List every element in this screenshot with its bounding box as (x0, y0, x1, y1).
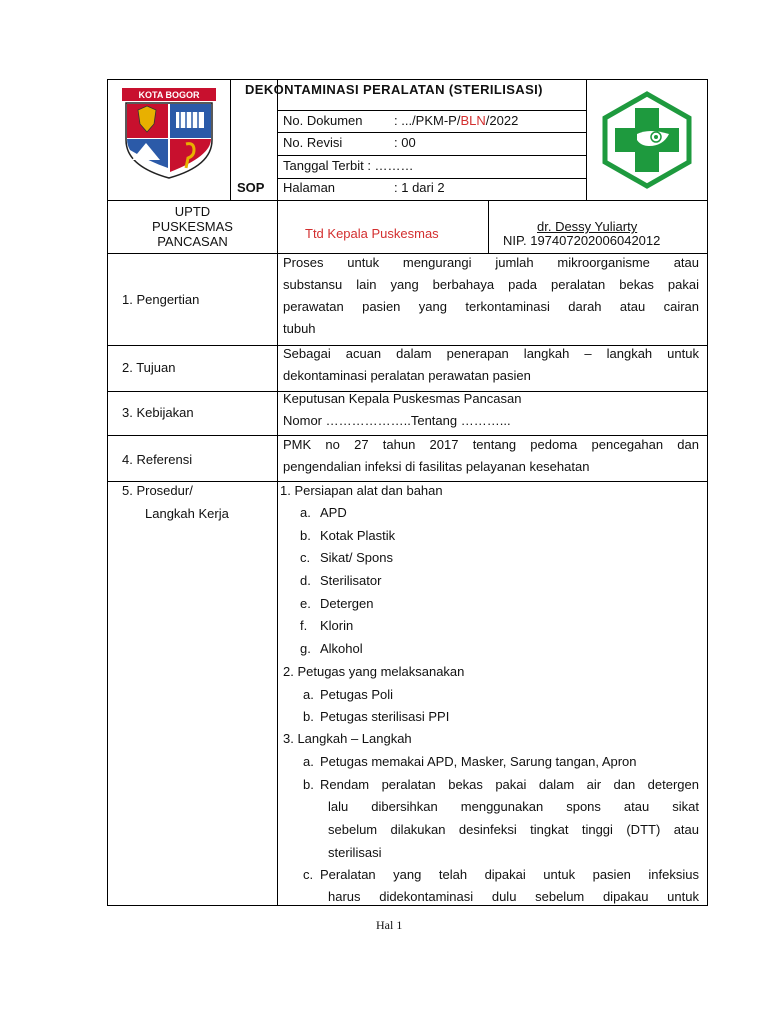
tool-item-marker: e. (300, 596, 311, 611)
tool-item-marker: g. (300, 641, 311, 656)
pengertian-line-3: perawatan pasien yang terkontaminasi darah atau cairan (283, 299, 699, 314)
tool-item-marker: f. (300, 618, 308, 633)
puskesmas-logo (597, 90, 697, 190)
kebijakan-line-2: Nomor ………………..Tentang ………... (283, 413, 511, 428)
pengertian-line-2: substansu lain yang berbahaya pada peralatan bekas pakai (283, 277, 699, 292)
staff-item: Petugas sterilisasi PPI (320, 709, 450, 724)
staff-item: Petugas Poli (320, 687, 393, 702)
prosedur-heading-1: 1. Persiapan alat dan bahan (280, 483, 443, 498)
step-b-line-3: sebelum dilakukan desinfeksi tingkat tinggi (DTT) atau (328, 822, 699, 837)
step-b-line-4: sterilisasi (328, 845, 382, 860)
doc-number-value: : .../PKM-P/BLN/2022 (394, 113, 519, 128)
referensi-line-2: pengendalian infeksi di fasilitas pelayanan kesehatan (283, 459, 590, 474)
tool-item: Kotak Plastik (320, 528, 396, 543)
tujuan-line-2: dekontaminasi peralatan perawatan pasien (283, 368, 531, 383)
tool-item: Sterilisator (320, 573, 382, 588)
pengertian-line-1: Proses untuk mengurangi jumlah mikroorganisme atau (283, 255, 699, 270)
page-footer: Hal 1 (376, 918, 403, 932)
prosedur-heading-2: 2. Petugas yang melaksanakan (283, 664, 465, 679)
kota-bogor-logo (120, 88, 218, 180)
tool-item-marker: b. (300, 528, 311, 543)
kebijakan-line-1: Keputusan Kepala Puskesmas Pancasan (283, 391, 522, 406)
sign-nip: NIP. 197407202006042012 (503, 233, 661, 248)
revision-label: No. Revisi (283, 135, 343, 150)
sop-label: SOP (237, 180, 265, 195)
tool-item: Alkohol (320, 641, 363, 656)
step-c-line-2: harus didekontaminasi dulu sebelum dipakau untuk (328, 889, 699, 904)
staff-item-marker: b. (303, 709, 314, 724)
unit-line-3: PANCASAN (157, 234, 228, 249)
tool-item-marker: c. (300, 550, 311, 565)
sign-name: dr. Dessy Yuliarty (537, 219, 638, 234)
tool-item: APD (320, 505, 347, 520)
pengertian-label: 1. Pengertian (122, 292, 200, 307)
doc-number-label: No. Dokumen (283, 113, 363, 128)
tool-item: Sikat/ Spons (320, 550, 393, 565)
logo-city-text: KOTA BOGOR (138, 90, 200, 100)
referensi-line-1: PMK no 27 tahun 2017 tentang pedoma pencegahan dan (283, 437, 699, 452)
prosedur-heading-3: 3. Langkah – Langkah (283, 731, 412, 746)
unit-line-2: PUSKESMAS (152, 219, 233, 234)
kebijakan-label: 3. Kebijakan (122, 405, 194, 420)
step-b-line-1: Rendam peralatan bekas pakai dalam air dan detergen (320, 777, 699, 792)
column-divider (277, 253, 278, 906)
tujuan-line-1: Sebagai acuan dalam penerapan langkah – langkah untuk (283, 346, 699, 361)
step-b-line-2: lalu dibersihkan menggunakan spons atau sikat (328, 799, 699, 814)
tool-item: Detergen (320, 596, 374, 611)
doc-number-month: BLN (460, 113, 486, 128)
revision-value: : 00 (394, 135, 416, 150)
step-c-marker: c. (303, 867, 314, 882)
referensi-label: 4. Referensi (122, 452, 193, 467)
step-a-text: Petugas memakai APD, Masker, Sarung tangan, Apron (320, 754, 637, 769)
document-title: DEKONTAMINASI PERALATAN (STERILISASI) (245, 82, 543, 97)
tujuan-label: 2. Tujuan (122, 360, 176, 375)
step-a-marker: a. (303, 754, 314, 769)
staff-item-marker: a. (303, 687, 314, 702)
sign-label: Ttd Kepala Puskesmas (305, 226, 439, 241)
pengertian-line-4: tubuh (283, 321, 316, 336)
tool-item-marker: d. (300, 573, 311, 588)
unit-line-1: UPTD (174, 204, 211, 219)
page-label: Halaman (283, 180, 336, 195)
issue-date: Tanggal Terbit : ……… (283, 158, 414, 173)
page-value: : 1 dari 2 (394, 180, 445, 195)
tool-item-marker: a. (300, 505, 311, 520)
prosedur-label-2: Langkah Kerja (145, 506, 229, 521)
prosedur-label-1: 5. Prosedur/ (122, 483, 193, 498)
row-prosedur (107, 481, 708, 906)
tool-item: Klorin (320, 618, 354, 633)
step-b-marker: b. (303, 777, 314, 792)
step-c-line-1: Peralatan yang telah dipakai untuk pasien infeksius (320, 867, 699, 882)
